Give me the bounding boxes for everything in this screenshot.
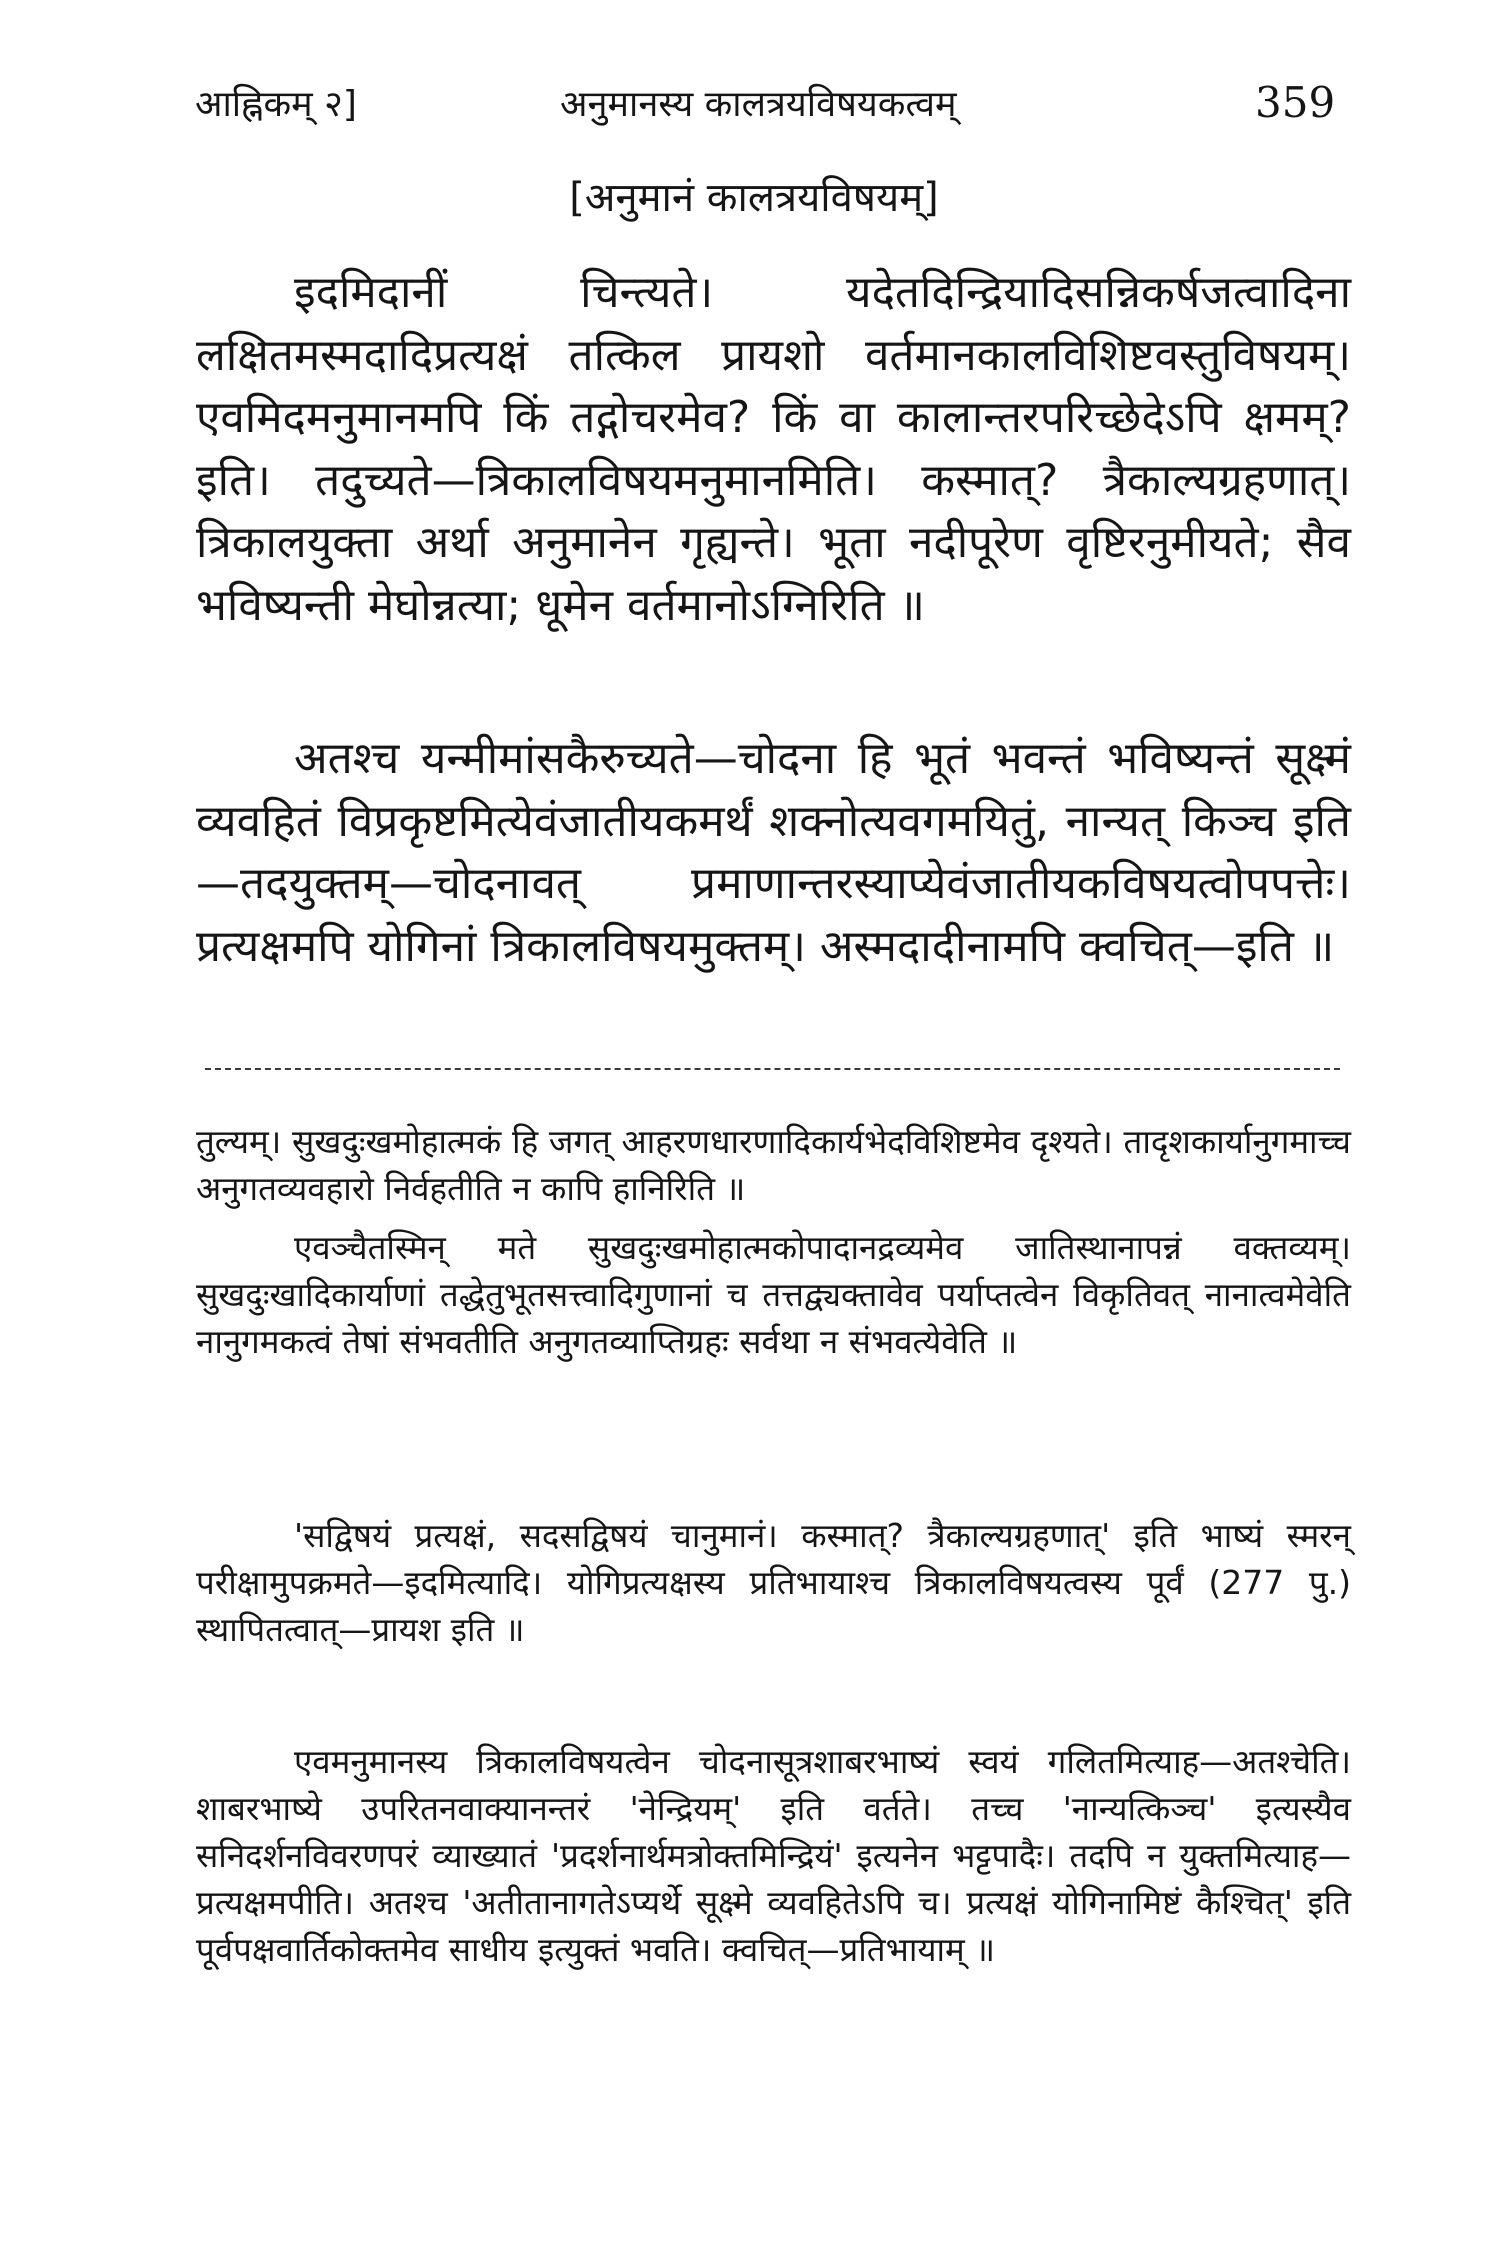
running-title: अनुमानस्य कालत्रयविषयकत्वम् (560, 84, 957, 125)
page-number: 359 (1255, 78, 1336, 127)
main-paragraph-2: अतश्च यन्मीमांसकैरुच्यते—चोदना हि भूतं भवन्तं भविष्यन्तं सूक्ष्मं व्यवहितं विप्रकृष्टमित्येवंजातीयकमर्थं शक्नोत्यवगमयितुं, नान्यत् किञ्च इति—तदयुक्तम्—चोदनावत् प्रमाणान्तरस्याप्येवंजातीयकविषयत्वोपपत्तेः। प्रत्यक्षमपि योगिनां त्रिकालविषयमुक्तम्। अस्मदादीनामपि क्वचित्—इति ॥ (196, 733, 1351, 972)
commentary-paragraph-3: 'सद्विषयं प्रत्यक्षं, सदसद्विषयं चानुमानं। कस्मात्? त्रैकाल्यग्रहणात्' इति भाष्यं स्मरन् परीक्षामुपक्रमते—इदमित्यादि। योगिप्रत्यक्षस्य प्रतिभायाश्च त्रिकालविषयत्वस्य पूर्वं (277 पु.) स्थापितत्वात्—प्रायश इति ॥ (196, 1516, 1351, 1649)
commentary-block-2 (196, 1224, 1351, 1365)
running-header (0, 78, 1508, 128)
chapter-label: आह्निकम् २] (195, 84, 357, 125)
commentary-paragraph-4: एवमनुमानस्य त्रिकालविषयत्वेन चोदनासूत्रशाबरभाष्यं स्वयं गलितमित्याह—अतश्चेति। शाबरभाष्ये उपरितनवाक्यानन्तरं 'नेन्द्रियम्' इति वर्तते। तच्च 'नान्यत्किञ्च' इत्यस्यैव सनिदर्शनविवरणपरं व्याख्यातं 'प्रदर्शनार्थमत्रोक्तमिन्द्रियं' इत्यनेन भट्टपादैः। तदपि न युक्तमित्याह—प्रत्यक्षमपीति। अतश्च 'अतीतानागतेऽप्यर्थे सूक्ष्मे व्यवहितेऽपि च। प्रत्यक्षं योगिनामिष्टं कैश्चित्' इति पूर्वपक्षवार्तिकोक्तमेव साधीय इत्युक्तं भवति। क्वचित्—प्रतिभायाम् ॥ (196, 1742, 1351, 1969)
section-title: [अनुमानं कालत्रयविषयम्] (569, 175, 939, 221)
commentary-paragraph-1: तुल्यम्। सुखदुःखमोहात्मकं हि जगत् आहरणधारणादिकार्यभेदविशिष्टमेव दृश्यते। तादृशकार्यानुगमाच्च अनुगतव्यवहारो निर्वहतीति न कापि हानिरिति ॥ (196, 1122, 1351, 1208)
commentary-block-4 (196, 1738, 1351, 1973)
main-text-block-1 (196, 262, 1351, 637)
commentary-block-1 (196, 1118, 1351, 1212)
main-paragraph-1: इदमिदानीं चिन्त्यते। यदेतदिन्द्रियादिसन्निकर्षजत्वादिना लक्षितमस्मदादिप्रत्यक्षं तत्किल प्रायशो वर्तमानकालविशिष्टवस्तुविषयम्। एवमिदमनुमानमपि किं तद्गोचरमेव? किं वा कालान्तरपरिच्छेदेऽपि क्षमम्? इति। तदुच्यते—त्रिकालविषयमनुमानमिति। कस्मात्? त्रैकाल्यग्रहणात्। त्रिकालयुक्ता अर्था अनुमानेन गृह्यन्ते। भूता नदीपूरेण वृष्टिरनुमीयते; सैव भविष्यन्ती मेघोन्नत्या; धूमेन वर्तमानोऽग्निरिति ॥ (196, 267, 1351, 631)
commentary-block-3 (196, 1512, 1351, 1653)
main-text-block-2 (196, 728, 1351, 978)
footnote-divider (205, 1068, 1340, 1070)
commentary-paragraph-2: एवञ्चैतस्मिन् मते सुखदुःखमोहात्मकोपादानद्रव्यमेव जातिस्थानापन्नं वक्तव्यम्। सुखदुःखादिकार्याणां तद्धेतुभूतसत्त्वादिगुणानां च तत्तद्व्यक्तावेव पर्याप्तत्वेन विकृतिवत् नानात्वमेवेति नानुगमकत्वं तेषां संभवतीति अनुगतव्याप्तिग्रहः सर्वथा न संभवत्येवेति ॥ (196, 1228, 1351, 1361)
